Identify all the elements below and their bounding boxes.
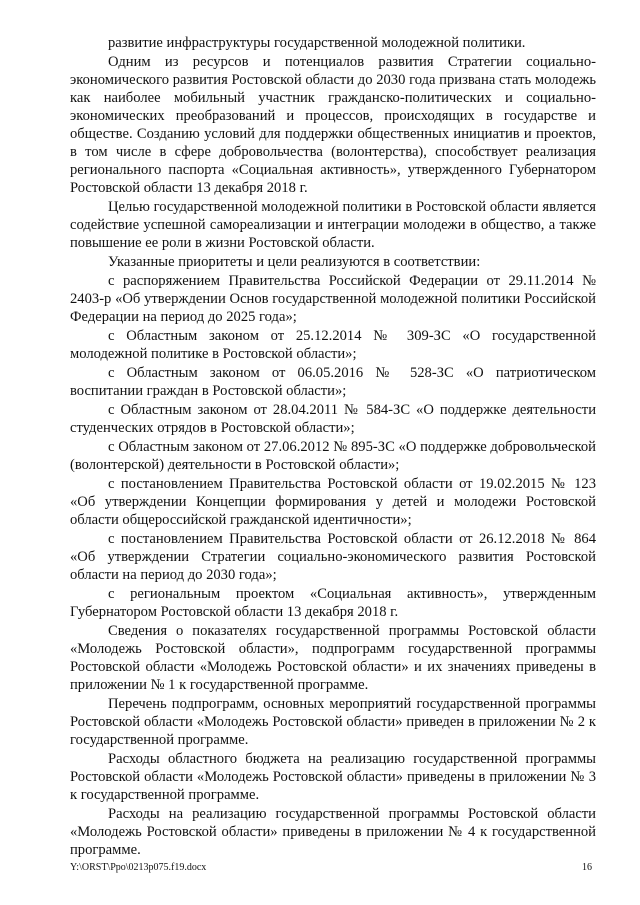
paragraph: Сведения о показателях государственной программы Ростовской области «Молодежь Ростовской области», подпрограмм государственной программы Ростовской области «Молодежь Ростовской области» и их значениях приведены в приложении № 1 к государственной программе.	[70, 623, 596, 693]
paragraph: с Областным законом от 27.06.2012 № 895-ЗС «О поддержке добровольческой (волонтерской) деятельности в Ростовской области»;	[70, 439, 596, 473]
paragraph: с постановлением Правительства Ростовской области от 26.12.2018 № 864 «Об утверждении Стратегии социально-экономического развития Ростовской области на период до 2030 года»;	[70, 531, 596, 583]
paragraph: Целью государственной молодежной политики в Ростовской области является содействие успешной самореализации и интеграции молодежи в общество, а также повышение ее роли в жизни Ростовской области.	[70, 199, 596, 251]
paragraph: с Областным законом от 28.04.2011 № 584-ЗС «О поддержке деятельности студенческих отрядов в Ростовской области»;	[70, 402, 596, 436]
footer-file-path: Y:\ORST\Ppo\0213p075.f19.docx	[70, 862, 207, 873]
paragraph: Одним из ресурсов и потенциалов развития Стратегии социально-экономического развития Ростовской области до 2030 года призвана стать молодежь как наиболее мобильный участник гражданско-политических и социально-экономических преобразований и процессов, происходящих в государстве и обществе. Созданию условий для поддержки общественных инициатив и проектов, в том числе в сфере добровольчества (волонтерства), способствует реализация регионального паспорта «Социальная активность», утвержденного Губернатором Ростовской области 13 декабря 2018 г.	[70, 54, 596, 196]
paragraph: Указанные приоритеты и цели реализуются в соответствии:	[108, 254, 481, 270]
document-body	[70, 34, 596, 860]
paragraph: с региональным проектом «Социальная активность», утвержденным Губернатором Ростовской области 13 декабря 2018 г.	[70, 586, 596, 620]
paragraph: с Областным законом от 06.05.2016 № 528-ЗС «О патриотическом воспитании граждан в Ростовской области»;	[70, 365, 596, 399]
paragraph: Расходы на реализацию государственной программы Ростовской области «Молодежь Ростовской области» приведены в приложении № 4 к государственной программе.	[70, 806, 596, 858]
page-number: 16	[582, 862, 592, 873]
paragraph: развитие инфраструктуры государственной молодежной политики.	[108, 35, 526, 51]
paragraph: с Областным законом от 25.12.2014 № 309-ЗС «О государственной молодежной политике в Ростовской области»;	[70, 328, 596, 362]
paragraph: с распоряжением Правительства Российской Федерации от 29.11.2014 № 2403-р «Об утверждении Основ государственной молодежной политики Российской Федерации на период до 2025 года»;	[70, 273, 596, 325]
paragraph: Перечень подпрограмм, основных мероприятий государственной программы Ростовской области «Молодежь Ростовской области» приведен в приложении № 2 к государственной программе.	[70, 696, 596, 748]
paragraph: Расходы областного бюджета на реализацию государственной программы Ростовской области «Молодежь Ростовской области» приведены в приложении № 3 к государственной программе.	[70, 751, 596, 803]
paragraph: с постановлением Правительства Ростовской области от 19.02.2015 № 123 «Об утверждении Концепции формирования у детей и молодежи Ростовской области общероссийской гражданской идентичности»;	[70, 476, 596, 528]
